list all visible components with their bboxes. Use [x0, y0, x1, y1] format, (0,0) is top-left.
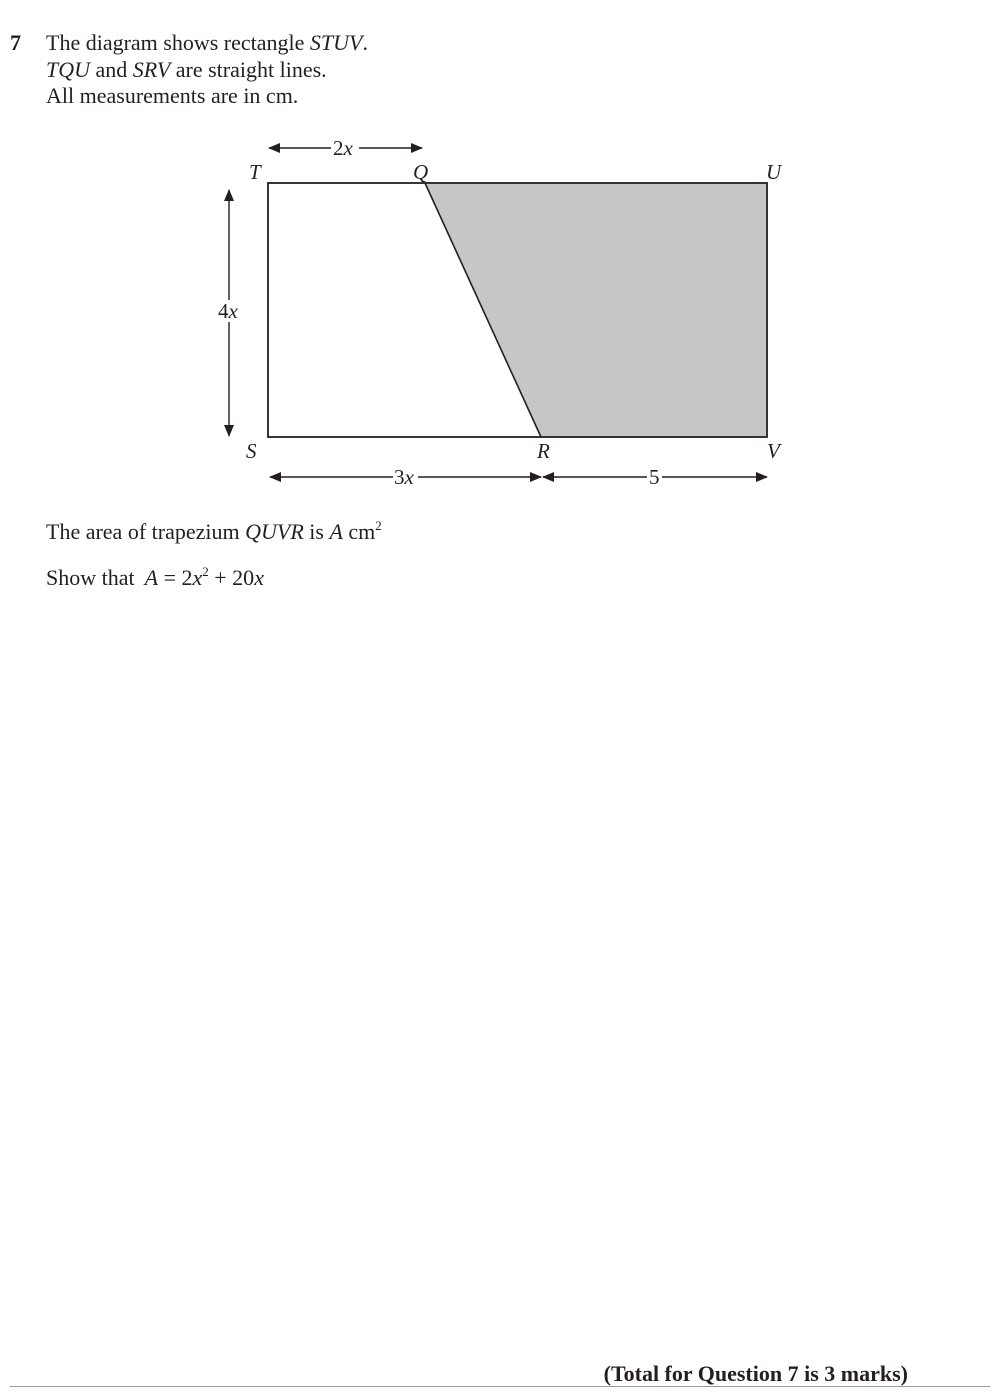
line-tqu: TQU	[46, 56, 91, 82]
question-number: 7	[10, 30, 21, 55]
show-power: 2	[202, 564, 209, 579]
line-srv: SRV	[132, 56, 171, 82]
statement-is: is	[303, 519, 330, 544]
dimension-label-sr	[394, 465, 415, 489]
show-that-instruction	[46, 564, 264, 592]
show-prefix: Show that	[46, 565, 135, 590]
area-statement	[46, 518, 382, 546]
intro-line-3: All measurements are in cm.	[46, 83, 299, 108]
statement-var: A	[329, 519, 343, 544]
rectangle-name: STUV	[309, 30, 363, 55]
dimension-label-rv: 5	[649, 465, 660, 489]
show-var2: x	[254, 565, 264, 590]
label-u: U	[766, 160, 782, 184]
dimension-tq-var: x	[343, 136, 353, 160]
show-plus: + 20	[208, 565, 255, 590]
statement-unit-power: 2	[375, 518, 382, 533]
intro-line-1-text: The diagram shows rectangle	[46, 30, 310, 55]
dimension-label-tq	[333, 136, 354, 160]
intro-and: and	[90, 56, 133, 82]
statement-prefix: The area of trapezium	[46, 519, 246, 544]
bottom-rule	[10, 1386, 990, 1387]
dimension-sr-coef: 3	[394, 465, 405, 489]
intro-line-2-end: are straight lines.	[170, 56, 327, 82]
shaded-trapezium-quvr	[425, 183, 767, 437]
label-s: S	[246, 439, 257, 463]
rectangle-diagram	[0, 0, 1000, 520]
dimension-ts-coef: 4	[218, 299, 229, 323]
intro-line-1-end: .	[362, 30, 368, 55]
statement-shape: QUVR	[245, 519, 304, 544]
dimension-ts-var: x	[228, 299, 238, 323]
dimension-tq-coef: 2	[333, 136, 344, 160]
statement-unit: cm	[348, 519, 376, 544]
show-equation	[145, 565, 264, 590]
label-r: R	[537, 439, 550, 463]
show-var1: x	[192, 565, 203, 590]
label-v: V	[767, 439, 780, 463]
show-lhs: A	[144, 565, 159, 590]
dimension-label-ts	[218, 299, 239, 323]
show-equals: = 2	[158, 565, 193, 590]
label-q: Q	[413, 160, 429, 184]
dimension-sr-var: x	[404, 465, 414, 489]
label-t: T	[249, 160, 261, 184]
total-marks: (Total for Question 7 is 3 marks)	[603, 1361, 908, 1386]
